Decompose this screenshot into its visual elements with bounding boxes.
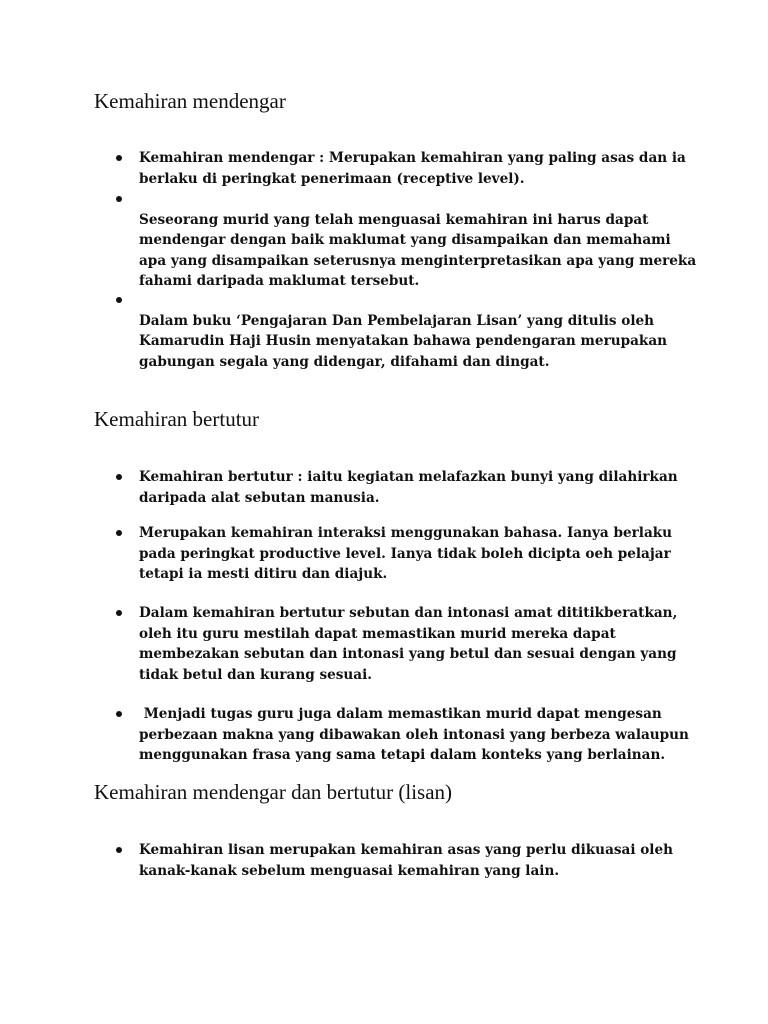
section-heading: Kemahiran mendengar xyxy=(94,89,286,113)
bullet-icon xyxy=(116,155,122,161)
list-item: Merupakan kemahiran interaksi menggunakan bahasa. Ianya berlaku pada peringkat productive level. Ianya tidak boleh dicipta oeh pelajar tetapi ia mesti ditiru dan diajuk. xyxy=(139,525,673,583)
bullet-icon xyxy=(116,711,122,717)
list-item: Dalam kemahiran bertutur sebutan dan intonasi amat dititikberatkan, oleh itu guru mestilah dapat memastikan murid mereka dapat membezakan sebutan dan intonasi yang betul dan sesuai dengan yang tidak betul dan kurang sesuai. xyxy=(139,605,678,683)
list-item: Dalam buku ‘Pengajaran Dan Pembelajaran Lisan’ yang ditulis oleh Kamarudin Haji Husin menyatakan bahawa pendengaran merupakan gabungan segala yang didengar, difahami dan dingat. xyxy=(139,312,668,370)
bullet-icon xyxy=(116,297,122,303)
bullet-icon xyxy=(116,610,122,616)
list-item: Kemahiran lisan merupakan kemahiran asas yang perlu dikuasai oleh kanak-kanak sebelum menguasai kemahiran yang lain. xyxy=(139,842,673,879)
list-item: Kemahiran mendengar : Merupakan kemahiran yang paling asas dan ia berlaku di peringkat penerimaan (receptive level). xyxy=(139,150,686,187)
bullet-icon xyxy=(116,847,122,853)
list-item: Seseorang murid yang telah menguasai kemahiran ini harus dapat mendengar dengan baik maklumat yang disampaikan dan memahami apa yang disampaikan seterusnya menginterpretasikan apa yang mereka fahami daripada maklumat tersebut. xyxy=(139,211,697,290)
bullet-icon xyxy=(116,196,122,202)
list-item: Menjadi tugas guru juga dalam memastikan murid dapat mengesan perbezaan makna yang dibawakan oleh intonasi yang berbeza walaupun menggunakan frasa yang sama tetapi dalam konteks yang berlainan. xyxy=(139,706,694,764)
section-heading: Kemahiran bertutur xyxy=(94,407,260,431)
bullet-icon xyxy=(116,474,122,480)
list-item: Kemahiran bertutur : iaitu kegiatan melafazkan bunyi yang dilahirkan daripada alat sebutan manusia. xyxy=(139,469,678,506)
section-heading: Kemahiran mendengar dan bertutur (lisan) xyxy=(94,780,453,804)
bullet-icon xyxy=(116,530,122,536)
